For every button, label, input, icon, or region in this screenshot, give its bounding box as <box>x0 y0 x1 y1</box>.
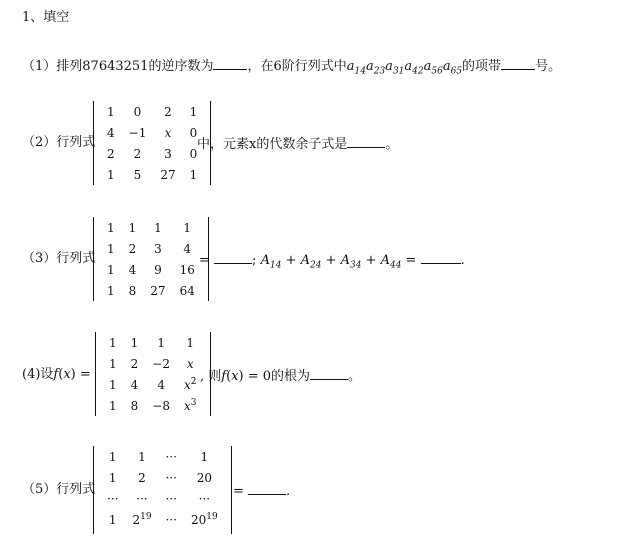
cell: 4 <box>130 377 139 392</box>
cell: ··· <box>165 491 177 506</box>
cell: 4 <box>183 241 192 256</box>
cell: 2 <box>138 470 146 485</box>
q3-semicolon: ; <box>252 253 257 268</box>
cell: $20^{19}$ <box>191 512 218 527</box>
cell: 1 <box>107 104 115 119</box>
q3-blank-1[interactable] <box>214 251 252 264</box>
q3-after <box>199 251 465 274</box>
cell: 3 <box>164 146 172 161</box>
question-1 <box>22 57 561 80</box>
cell: 1 <box>200 449 209 464</box>
q3-end: . <box>460 253 465 268</box>
cell: 1 <box>107 167 115 182</box>
cell: ··· <box>165 512 177 527</box>
q2-blank[interactable] <box>347 135 385 148</box>
cell: 27 <box>150 283 166 298</box>
cell: 1 <box>109 335 117 350</box>
q4-determinant <box>95 332 211 416</box>
cell: 5 <box>133 167 142 182</box>
q2-end: 。 <box>385 137 399 152</box>
q1-prefix: （1）排列87643251的逆序数为 <box>22 59 214 74</box>
cell: $2^{19}$ <box>132 512 152 527</box>
cell: x <box>164 125 172 140</box>
q1-suffix-b: 号。 <box>535 59 562 74</box>
cell: 20 <box>196 470 212 485</box>
cell: 1 <box>107 283 115 298</box>
cell: 0 <box>133 104 142 119</box>
q3-label: （3）行列式 <box>22 251 96 266</box>
cell: 8 <box>130 398 139 413</box>
q1-term: $a_{14}a_{23}a_{31}a_{42}a_{56}a_{65}$ <box>346 59 463 77</box>
cell: $x^2$ <box>183 377 197 392</box>
cell: 1 <box>157 335 165 350</box>
cell: 2 <box>128 241 137 256</box>
cell: 0 <box>189 146 198 161</box>
q3-determinant <box>93 217 209 301</box>
cell: −2 <box>152 356 170 371</box>
cell: 1 <box>138 449 146 464</box>
q1-mid: ，在6阶行列式中 <box>247 59 347 74</box>
cell: 1 <box>108 470 117 485</box>
cell: 16 <box>179 262 195 277</box>
q3-expr: $A_{14} + A_{24} + A_{34} + A_{44}$ = <box>260 253 417 271</box>
cell: 1 <box>154 220 162 235</box>
q1-blank-2[interactable] <box>501 57 535 70</box>
cell: x <box>186 356 194 371</box>
cell: 2 <box>133 146 142 161</box>
cell: 1 <box>109 377 117 392</box>
cell: 1 <box>109 398 117 413</box>
cell: $x^3$ <box>183 398 197 413</box>
q5-blank[interactable] <box>248 482 286 495</box>
q5-end: . <box>286 484 291 499</box>
q4-after: , 则f(x) = 0的根为 。 <box>200 369 362 384</box>
cell: 2 <box>130 356 139 371</box>
cell: 3 <box>154 241 162 256</box>
cell: 4 <box>107 125 115 140</box>
cell: 1 <box>107 241 115 256</box>
q1-suffix-a: 的项带 <box>462 59 502 74</box>
cell: ··· <box>136 491 148 506</box>
cell: ··· <box>107 491 119 506</box>
cell: −8 <box>152 398 170 413</box>
q5-after <box>233 482 290 500</box>
q3-eq: = <box>199 253 210 268</box>
q2-label: （2）行列式 <box>22 135 96 150</box>
q5-label: （5）行列式 <box>22 482 96 497</box>
q4-label: (4)设f(x) = <box>22 367 91 382</box>
cell: 2 <box>164 104 172 119</box>
cell: 4 <box>128 262 137 277</box>
q1-blank-1[interactable] <box>213 57 247 70</box>
cell: 27 <box>160 167 176 182</box>
cell: ··· <box>165 449 177 464</box>
cell: −1 <box>128 125 147 140</box>
cell: 9 <box>154 262 162 277</box>
cell: 64 <box>179 283 195 298</box>
cell: 1 <box>128 220 137 235</box>
cell: 1 <box>109 356 117 371</box>
q3-blank-2[interactable] <box>421 251 461 264</box>
q2-after <box>197 135 398 153</box>
cell: 0 <box>189 125 198 140</box>
cell: 4 <box>157 377 165 392</box>
q2-determinant <box>93 101 211 185</box>
cell: 1 <box>189 167 198 182</box>
cell: 1 <box>186 335 195 350</box>
cell: ··· <box>198 491 211 506</box>
q4-end: 。 <box>348 369 362 384</box>
cell: 8 <box>128 283 137 298</box>
q4-blank[interactable] <box>310 367 348 380</box>
q5-determinant <box>93 446 232 534</box>
q2-after-text: 中，元素x的代数余子式是 <box>197 137 348 152</box>
cell: 2 <box>107 146 115 161</box>
cell: 1 <box>108 449 117 464</box>
cell: 1 <box>130 335 139 350</box>
cell: 1 <box>107 220 115 235</box>
cell: 1 <box>108 512 117 527</box>
cell: 1 <box>189 104 198 119</box>
q5-eq: = <box>233 484 244 499</box>
cell: 1 <box>183 220 192 235</box>
section-title: 1、填空 <box>22 10 70 25</box>
cell: ··· <box>165 470 177 485</box>
cell: 1 <box>107 262 115 277</box>
